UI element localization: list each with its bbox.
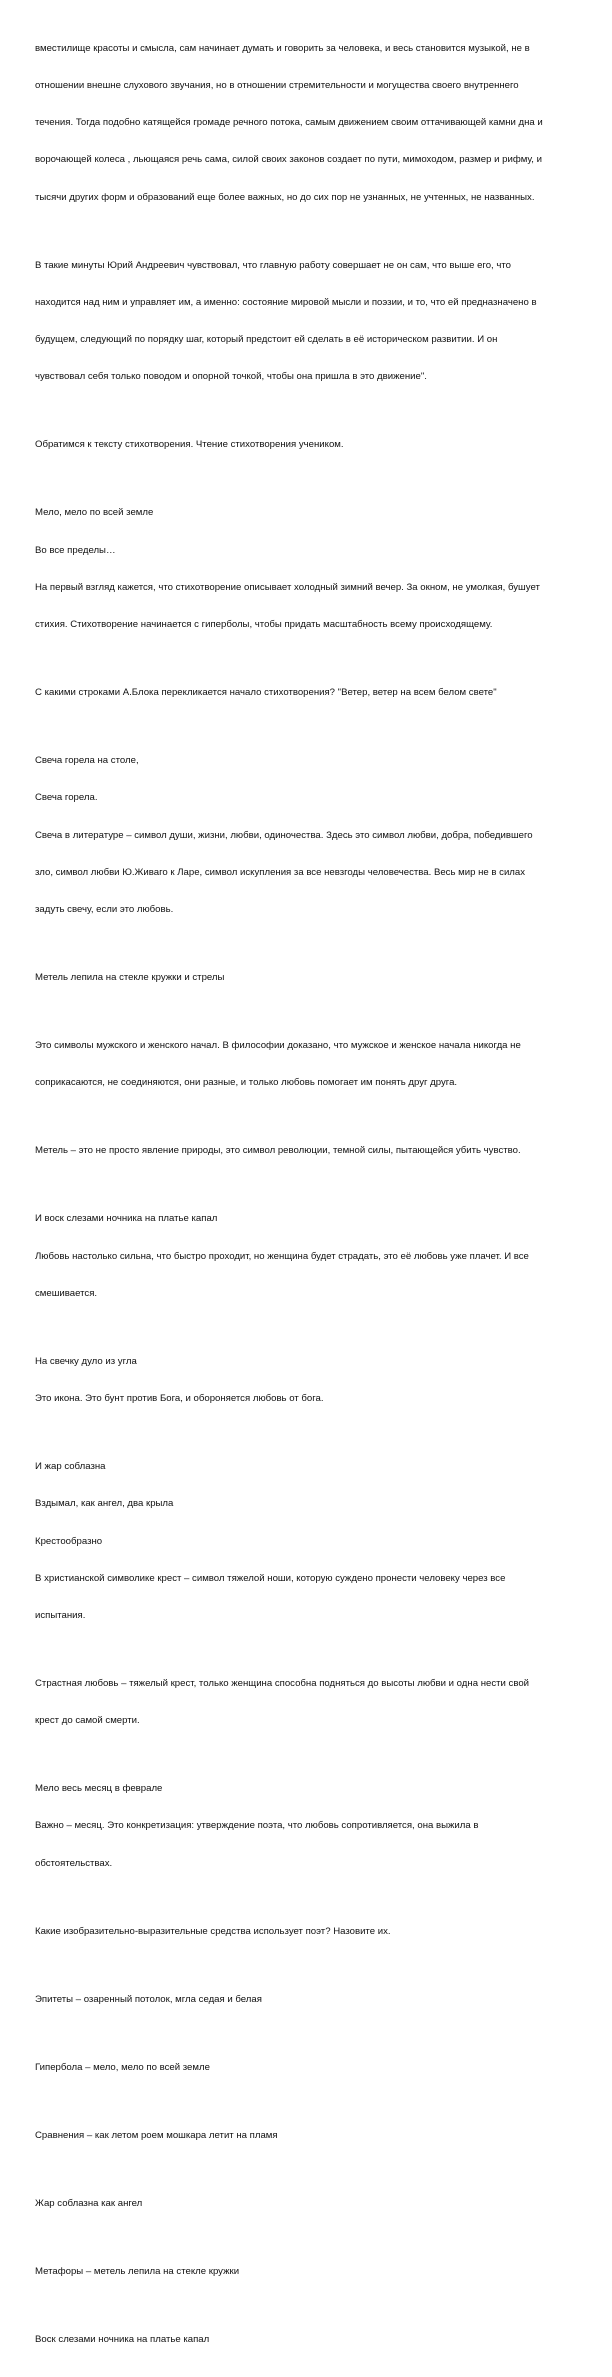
- text-line: Сравнения – как летом роем мошкара летит на пламя: [35, 2129, 278, 2141]
- paragraph: [35, 1969, 580, 2031]
- text-line: Любовь настолько сильна, что быстро проходит, но женщина будет страдать, это её любовь уже плачет. И все: [35, 1250, 529, 1262]
- text-line: Мело, мело по всей земле: [35, 507, 154, 519]
- paragraph: [35, 235, 580, 409]
- text-line: будущем, следующий по порядку шаг, который предстоит ей сделать в её историческом развитии. И он: [35, 334, 498, 346]
- text-line: течения. Тогда подобно катящейся громаде речного потока, самым движением своим оттачивающей камни дна и: [35, 117, 543, 129]
- paragraph: [35, 1015, 580, 1114]
- paragraph: [35, 2037, 580, 2099]
- text-line: задуть свечу, если это любовь.: [35, 904, 174, 916]
- text-line: На свечку дуло из угла: [35, 1355, 137, 1367]
- text-line: Во все пределы…: [35, 544, 116, 556]
- text-line: соприкасаются, не соединяются, они разные, и только любовь помогает им понять друг друга.: [35, 1077, 458, 1089]
- text-line: Метель лепила на стекле кружки и стрелы: [35, 972, 225, 984]
- text-line: Свеча в литературе – символ души, жизни, любви, одиночества. Здесь это символ любви, добра, победившего: [35, 829, 533, 841]
- text-line: Вздымал, как ангел, два крыла: [35, 1498, 174, 1510]
- text-line: Страстная любовь – тяжелый крест, только женщина способна подняться до высоты любви и одна нести свой: [35, 1678, 530, 1689]
- text-line: обстоятельствах.: [35, 1857, 113, 1869]
- paragraph: [35, 662, 580, 724]
- text-line: ворочающей колеса , льющаяся речь сама, силой своих законов создает по пути, мимоходом, размер и рифму, и: [35, 154, 542, 166]
- text-line: Жар соблазна как ангел: [35, 2197, 143, 2209]
- text-line: зло, символ любви Ю.Живаго к Ларе, символ искупления за все невзгоды человечества. Весь мир не в силах: [35, 866, 526, 878]
- paragraph: [35, 1653, 580, 1752]
- text-line: Воск слезами ночника на платье капал: [35, 2333, 210, 2345]
- paragraph: [35, 2105, 580, 2167]
- text-line: Это икона. Это бунт против Бога, и обороняется любовь от бога.: [35, 1393, 324, 1405]
- paragraph: [35, 1121, 580, 1183]
- paragraph: [35, 1901, 580, 1963]
- paragraph: [35, 2241, 580, 2303]
- text-line: Мело весь месяц в феврале: [35, 1783, 163, 1795]
- text-line: испытания.: [35, 1609, 86, 1621]
- text-line: Свеча горела на столе,: [35, 755, 139, 767]
- text-line: Метель – это не просто явление природы, это символ революции, темной силы, пытающейся убить чувство.: [35, 1145, 521, 1157]
- text-line: тысячи других форм и образований еще более важных, но до сих пор не узнанных, не учтенных, не названных.: [35, 191, 535, 203]
- paragraph: [35, 730, 580, 941]
- paragraph: [35, 1758, 580, 1894]
- text-line: На первый взгляд кажется, что стихотворение описывает холодный зимний вечер. За окном, не умолкая, бушует: [35, 581, 540, 593]
- text-line: находится над ним и управляет им, а именно: состояние мировой мысли и поэзии, и то, что ей предназначено в: [35, 296, 537, 308]
- text-line: Крестообразно: [35, 1535, 103, 1547]
- text-line: вместилище красоты и смысла, сам начинает думать и говорить за человека, и весь становится музыкой, не в: [35, 42, 530, 54]
- text-line: И жар соблазна: [35, 1461, 106, 1473]
- paragraph: [35, 415, 580, 477]
- paragraph: [35, 1436, 580, 1647]
- text-line: В христианской символике крест – символ тяжелой ноши, которую суждено пронести человеку через все: [35, 1572, 506, 1584]
- text-line: Эпитеты – озаренный потолок, мгла седая и белая: [35, 1993, 262, 2005]
- text-line: смешивается.: [35, 1287, 98, 1299]
- text-line: чувствовал себя только поводом и опорной точкой, чтобы она пришла в это движение".: [35, 371, 427, 383]
- paragraph: [35, 2173, 580, 2235]
- text-line: С какими строками А.Блока перекликается начало стихотворения? "Ветер, ветер на всем белом свете": [35, 687, 497, 699]
- paragraph: [35, 1189, 580, 1325]
- text-line: В такие минуты Юрий Андреевич чувствовал, что главную работу совершает не он сам, что выше его, что: [35, 259, 511, 271]
- paragraph: [35, 947, 580, 1009]
- paragraph: [35, 18, 580, 229]
- text-line: отношении внешне слухового звучания, но в отношении стремительности и могущества своего внутреннего: [35, 80, 519, 92]
- text-line: Метафоры – метель лепила на стекле кружки: [35, 2265, 240, 2277]
- text-line: Это символы мужского и женского начал. В философии доказано, что мужское и женское начала никогда не: [35, 1040, 521, 1052]
- text-line: Какие изобразительно-выразительные средства использует поэт? Назовите их.: [35, 1925, 391, 1937]
- text-line: стихия. Стихотворение начинается с гиперболы, чтобы придать масштабность всему происходящему.: [35, 619, 493, 631]
- text-line: Обратимся к тексту стихотворения. Чтение стихотворения учеником.: [35, 439, 344, 451]
- text-line: крест до самой смерти.: [35, 1715, 140, 1727]
- text-line: И воск слезами ночника на платье капал: [35, 1213, 218, 1225]
- document-page: [35, 18, 580, 2377]
- paragraph: [35, 483, 580, 657]
- text-line: Гипербола – мело, мело по всей земле: [35, 2061, 210, 2073]
- paragraph: [35, 2309, 580, 2371]
- text-line: Свеча горела.: [35, 792, 98, 804]
- paragraph: [35, 1331, 580, 1430]
- text-line: Важно – месяц. Это конкретизация: утверждение поэта, что любовь сопротивляется, она выжила в: [35, 1820, 479, 1832]
